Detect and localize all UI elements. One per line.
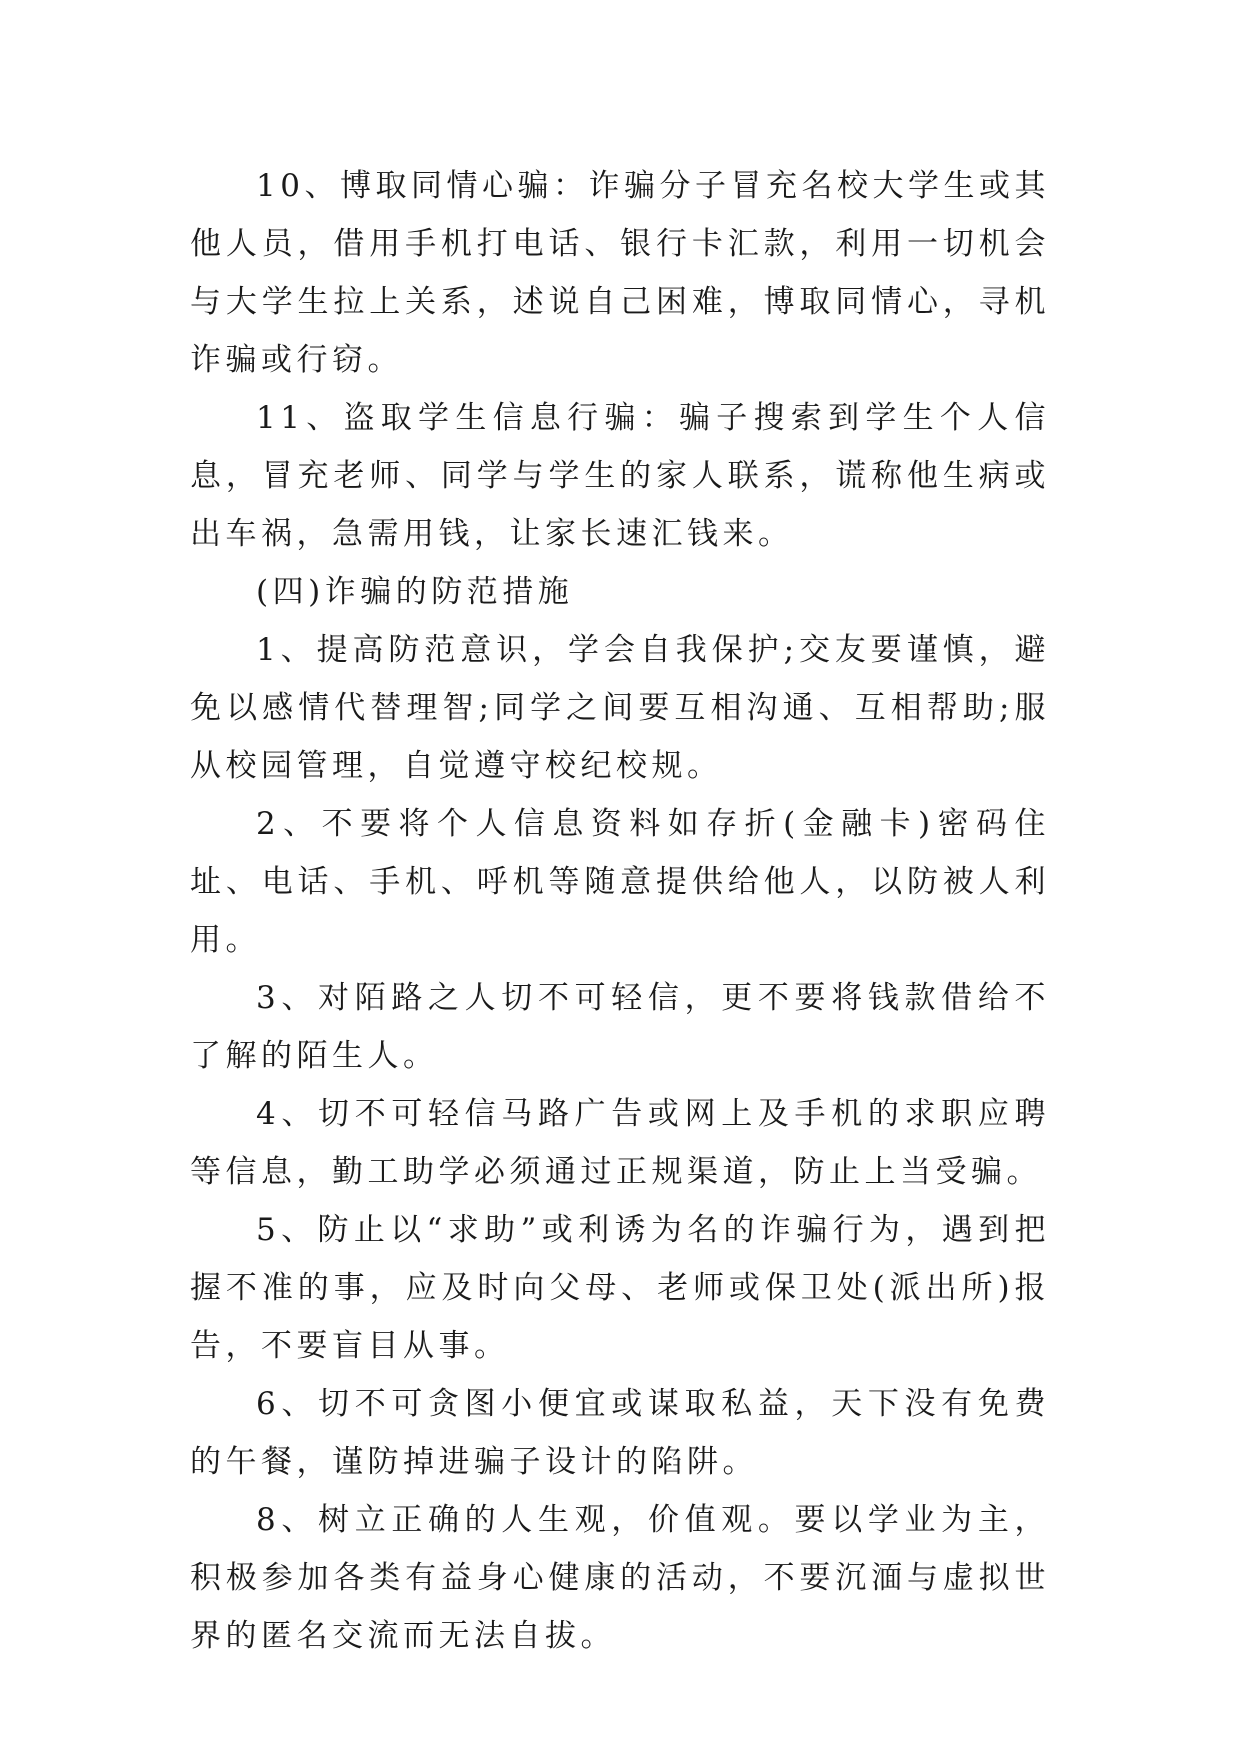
paragraph-measure-4: 4、切不可轻信马路广告或网上及手机的求职应聘等信息，勤工助学必须通过正规渠道，防止上当受骗。 [190, 1096, 1050, 1190]
section-heading: (四)诈骗的防范措施 [256, 574, 574, 610]
paragraph-measure-8: 8、树立正确的人生观，价值观。要以学业为主，积极参加各类有益身心健康的活动，不要沉湎与虚拟世界的匿名交流而无法自拔。 [190, 1502, 1050, 1654]
paragraph-item-11: 11、盗取学生信息行骗：骗子搜索到学生个人信息，冒充老师、同学与学生的家人联系，谎称他生病或出车祸，急需用钱，让家长速汇钱来。 [190, 400, 1050, 552]
paragraph-measure-5: 5、防止以“求助”或利诱为名的诈骗行为，遇到把握不准的事，应及时向父母、老师或保卫处(派出所)报告，不要盲目从事。 [190, 1212, 1050, 1364]
paragraph-measure-3: 3、对陌路之人切不可轻信，更不要将钱款借给不了解的陌生人。 [190, 980, 1050, 1074]
paragraph-item-10: 10、博取同情心骗：诈骗分子冒充名校大学生或其他人员，借用手机打电话、银行卡汇款，利用一切机会与大学生拉上关系，述说自己困难，博取同情心，寻机诈骗或行窃。 [190, 168, 1050, 378]
paragraph-measure-6: 6、切不可贪图小便宜或谋取私益，天下没有免费的午餐，谨防掉进骗子设计的陷阱。 [190, 1386, 1050, 1480]
paragraph-measure-2: 2、不要将个人信息资料如存折(金融卡)密码住址、电话、手机、呼机等随意提供给他人，以防被人利用。 [190, 806, 1050, 958]
document-body [190, 157, 1050, 1665]
paragraph-measure-1: 1、提高防范意识，学会自我保护;交友要谨慎，避免以感情代替理智;同学之间要互相沟通、互相帮助;服从校园管理，自觉遵守校纪校规。 [190, 632, 1050, 784]
